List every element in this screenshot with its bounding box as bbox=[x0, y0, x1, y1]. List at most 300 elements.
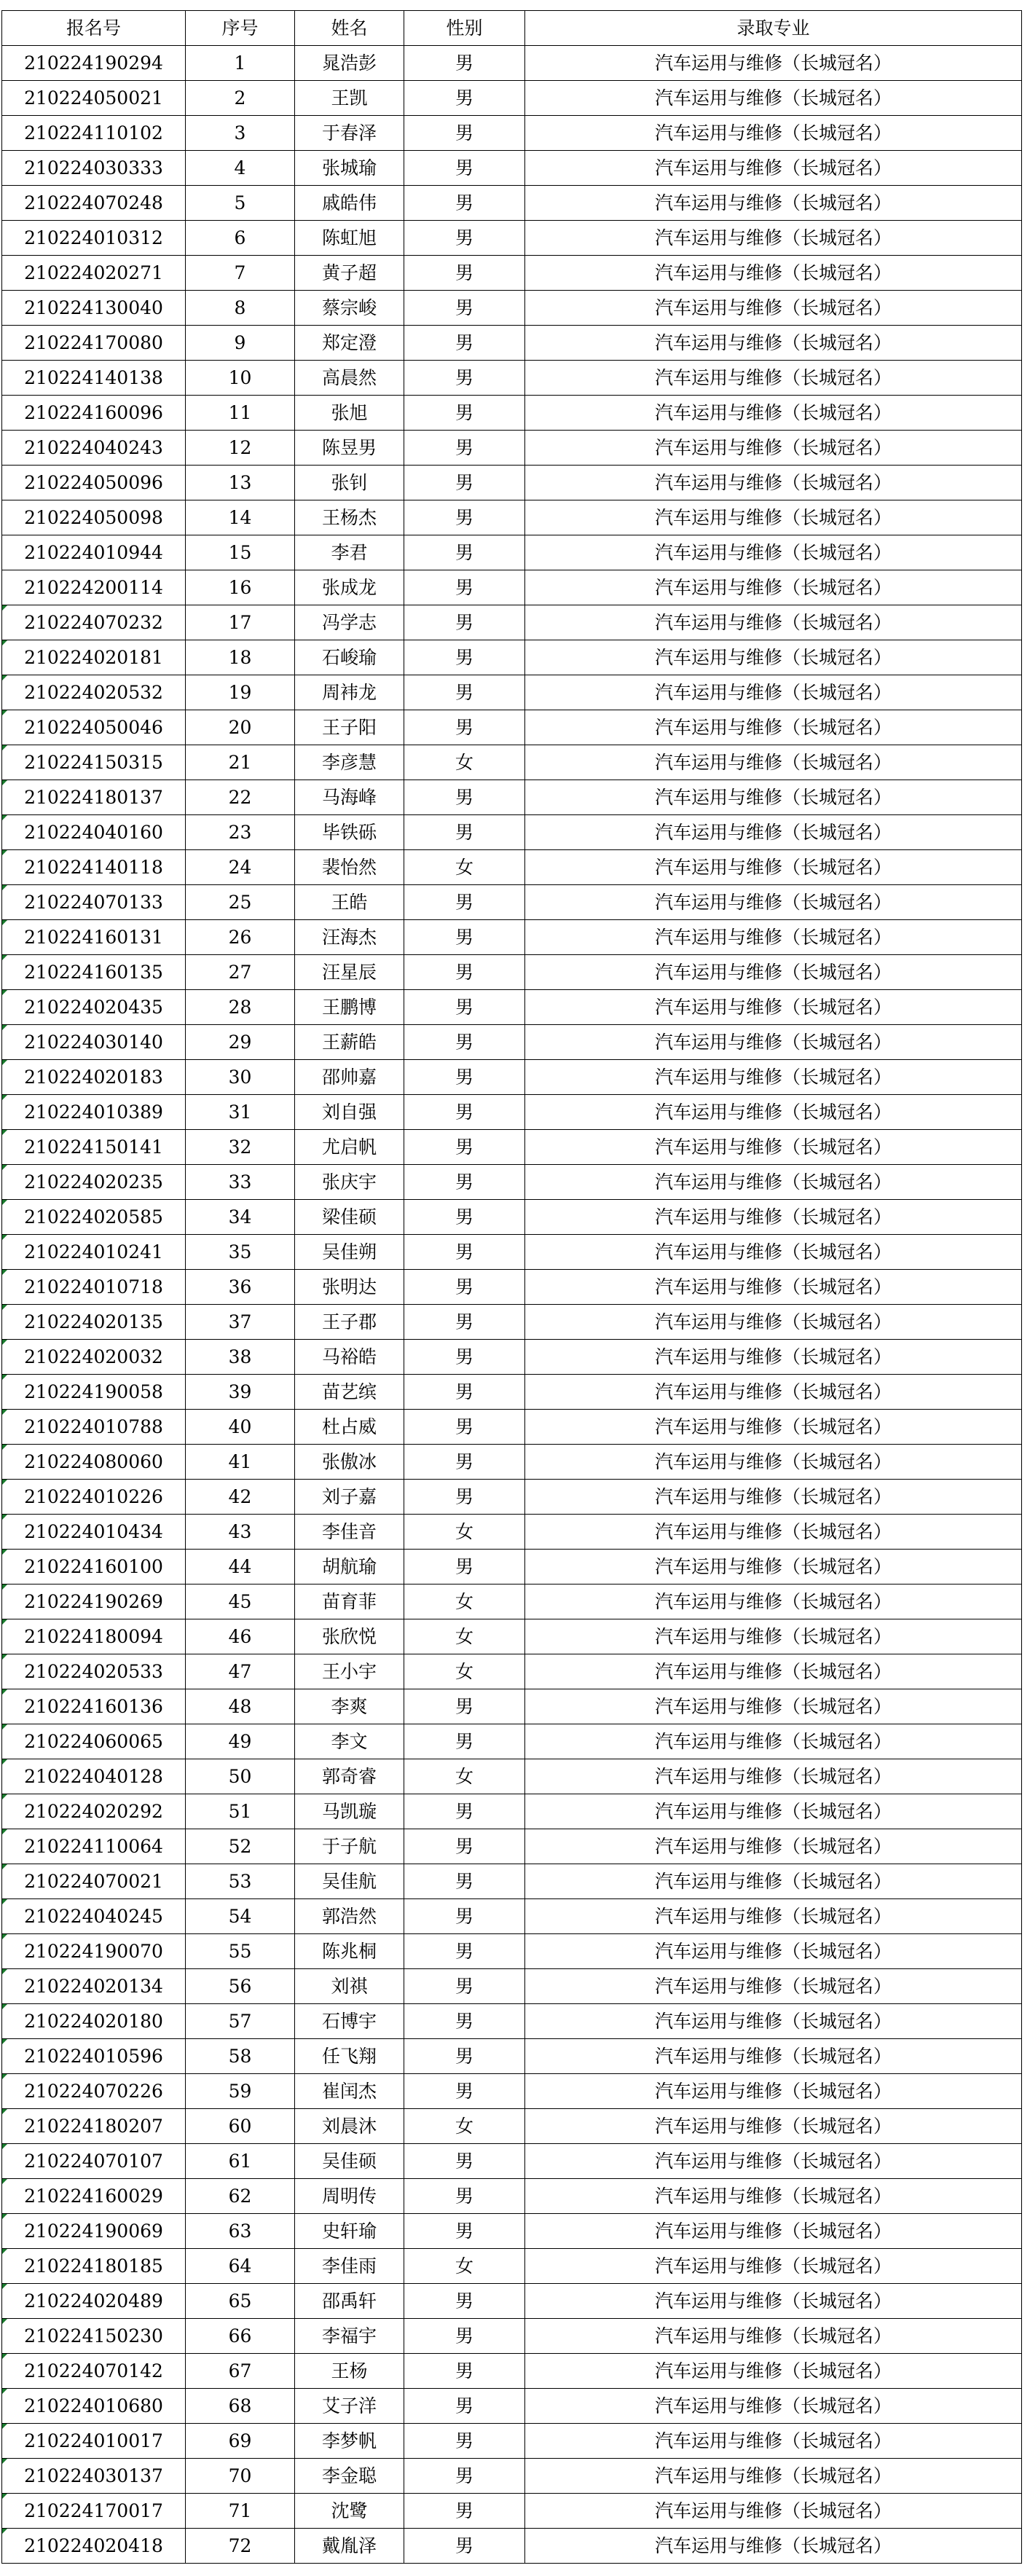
student-name-cell: 冯学志 bbox=[295, 605, 404, 640]
registration-number-cell: 210224030333 bbox=[2, 151, 186, 186]
table-row bbox=[2, 1759, 1022, 1794]
registration-number-cell: 210224070226 bbox=[2, 2074, 186, 2109]
admitted-major-cell: 汽车运用与维修（长城冠名） bbox=[525, 1165, 1022, 1200]
registration-number-cell: 210224050021 bbox=[2, 81, 186, 116]
table-row bbox=[2, 1200, 1022, 1235]
gender-cell: 女 bbox=[404, 1654, 525, 1689]
admitted-major-cell: 汽车运用与维修（长城冠名） bbox=[525, 2039, 1022, 2074]
serial-number-cell: 36 bbox=[186, 1270, 295, 1305]
admitted-major-cell: 汽车运用与维修（长城冠名） bbox=[525, 81, 1022, 116]
registration-number-cell: 210224150230 bbox=[2, 2319, 186, 2354]
admitted-major-cell: 汽车运用与维修（长城冠名） bbox=[525, 1270, 1022, 1305]
admitted-major-cell: 汽车运用与维修（长城冠名） bbox=[525, 1724, 1022, 1759]
registration-number-cell: 210224140138 bbox=[2, 361, 186, 396]
student-name-cell: 王杨杰 bbox=[295, 500, 404, 535]
registration-number-cell: 210224020181 bbox=[2, 640, 186, 675]
table-row bbox=[2, 1270, 1022, 1305]
table-row bbox=[2, 2179, 1022, 2214]
registration-number-cell: 210224020183 bbox=[2, 1060, 186, 1095]
serial-number-cell: 48 bbox=[186, 1689, 295, 1724]
table-row bbox=[2, 396, 1022, 431]
registration-number-cell: 210224130040 bbox=[2, 291, 186, 326]
table-row bbox=[2, 116, 1022, 151]
student-name-cell: 蔡宗峻 bbox=[295, 291, 404, 326]
student-name-cell: 王皓 bbox=[295, 885, 404, 920]
student-name-cell: 艾子洋 bbox=[295, 2389, 404, 2424]
student-name-cell: 张城瑜 bbox=[295, 151, 404, 186]
registration-number-cell: 210224070107 bbox=[2, 2144, 186, 2179]
registration-number-cell: 210224020292 bbox=[2, 1794, 186, 1829]
student-name-cell: 沈鹭 bbox=[295, 2494, 404, 2529]
admitted-major-cell: 汽车运用与维修（长城冠名） bbox=[525, 1585, 1022, 1619]
serial-number-cell: 35 bbox=[186, 1235, 295, 1270]
table-row bbox=[2, 1095, 1022, 1130]
gender-cell: 男 bbox=[404, 2214, 525, 2249]
student-name-cell: 周袆龙 bbox=[295, 675, 404, 710]
gender-cell: 女 bbox=[404, 1619, 525, 1654]
student-name-cell: 马海峰 bbox=[295, 780, 404, 815]
admitted-major-cell: 汽车运用与维修（长城冠名） bbox=[525, 1095, 1022, 1130]
serial-number-cell: 6 bbox=[186, 221, 295, 256]
registration-number-cell: 210224140118 bbox=[2, 850, 186, 885]
table-row bbox=[2, 500, 1022, 535]
serial-number-cell: 18 bbox=[186, 640, 295, 675]
table-row bbox=[2, 1060, 1022, 1095]
gender-cell: 男 bbox=[404, 885, 525, 920]
table-row bbox=[2, 1340, 1022, 1375]
admitted-major-cell: 汽车运用与维修（长城冠名） bbox=[525, 1759, 1022, 1794]
table-row bbox=[2, 46, 1022, 81]
student-name-cell: 史轩瑜 bbox=[295, 2214, 404, 2249]
serial-number-cell: 7 bbox=[186, 256, 295, 291]
registration-number-cell: 210224080060 bbox=[2, 1445, 186, 1480]
table-row bbox=[2, 326, 1022, 361]
table-row bbox=[2, 850, 1022, 885]
registration-number-cell: 210224110102 bbox=[2, 116, 186, 151]
table-row bbox=[2, 920, 1022, 955]
table-row bbox=[2, 1864, 1022, 1899]
registration-number-cell: 210224160136 bbox=[2, 1689, 186, 1724]
admitted-major-cell: 汽车运用与维修（长城冠名） bbox=[525, 1235, 1022, 1270]
admitted-major-cell: 汽车运用与维修（长城冠名） bbox=[525, 2494, 1022, 2529]
serial-number-cell: 29 bbox=[186, 1025, 295, 1060]
serial-number-cell: 49 bbox=[186, 1724, 295, 1759]
registration-number-cell: 210224150141 bbox=[2, 1130, 186, 1165]
student-name-cell: 杜占威 bbox=[295, 1410, 404, 1445]
admitted-major-cell: 汽车运用与维修（长城冠名） bbox=[525, 256, 1022, 291]
admitted-major-cell: 汽车运用与维修（长城冠名） bbox=[525, 2319, 1022, 2354]
student-name-cell: 郭浩然 bbox=[295, 1899, 404, 1934]
serial-number-cell: 1 bbox=[186, 46, 295, 81]
serial-number-cell: 4 bbox=[186, 151, 295, 186]
registration-number-cell: 210224010596 bbox=[2, 2039, 186, 2074]
serial-number-cell: 57 bbox=[186, 2004, 295, 2039]
gender-cell: 女 bbox=[404, 1585, 525, 1619]
admitted-major-cell: 汽车运用与维修（长城冠名） bbox=[525, 151, 1022, 186]
registration-number-cell: 210224020435 bbox=[2, 990, 186, 1025]
gender-cell: 男 bbox=[404, 1095, 525, 1130]
admitted-major-cell: 汽车运用与维修（长城冠名） bbox=[525, 291, 1022, 326]
gender-cell: 男 bbox=[404, 1794, 525, 1829]
serial-number-cell: 9 bbox=[186, 326, 295, 361]
admitted-major-cell: 汽车运用与维修（长城冠名） bbox=[525, 1794, 1022, 1829]
serial-number-cell: 54 bbox=[186, 1899, 295, 1934]
serial-number-cell: 10 bbox=[186, 361, 295, 396]
admitted-major-cell: 汽车运用与维修（长城冠名） bbox=[525, 535, 1022, 570]
serial-number-cell: 25 bbox=[186, 885, 295, 920]
table-row bbox=[2, 710, 1022, 745]
serial-number-cell: 24 bbox=[186, 850, 295, 885]
gender-cell: 男 bbox=[404, 81, 525, 116]
admitted-major-cell: 汽车运用与维修（长城冠名） bbox=[525, 1654, 1022, 1689]
student-name-cell: 周明传 bbox=[295, 2179, 404, 2214]
gender-cell: 女 bbox=[404, 1759, 525, 1794]
student-name-cell: 李佳音 bbox=[295, 1515, 404, 1550]
serial-number-cell: 22 bbox=[186, 780, 295, 815]
student-name-cell: 王鹏博 bbox=[295, 990, 404, 1025]
admitted-major-cell: 汽车运用与维修（长城冠名） bbox=[525, 1445, 1022, 1480]
serial-number-cell: 37 bbox=[186, 1305, 295, 1340]
admitted-major-cell: 汽车运用与维修（长城冠名） bbox=[525, 2074, 1022, 2109]
gender-cell: 男 bbox=[404, 1305, 525, 1340]
admitted-major-cell: 汽车运用与维修（长城冠名） bbox=[525, 1969, 1022, 2004]
table-row bbox=[2, 2319, 1022, 2354]
table-row bbox=[2, 1235, 1022, 1270]
gender-cell: 男 bbox=[404, 2354, 525, 2389]
registration-number-cell: 210224070133 bbox=[2, 885, 186, 920]
column-header-gender: 性别 bbox=[404, 11, 525, 46]
table-row bbox=[2, 1654, 1022, 1689]
student-name-cell: 崔闰杰 bbox=[295, 2074, 404, 2109]
registration-number-cell: 210224020135 bbox=[2, 1305, 186, 1340]
student-name-cell: 李佳雨 bbox=[295, 2249, 404, 2284]
registration-number-cell: 210224050046 bbox=[2, 710, 186, 745]
registration-number-cell: 210224040245 bbox=[2, 1899, 186, 1934]
gender-cell: 男 bbox=[404, 920, 525, 955]
table-row bbox=[2, 2424, 1022, 2459]
student-name-cell: 戚皓伟 bbox=[295, 186, 404, 221]
serial-number-cell: 34 bbox=[186, 1200, 295, 1235]
admitted-major-cell: 汽车运用与维修（长城冠名） bbox=[525, 1864, 1022, 1899]
table-row bbox=[2, 2354, 1022, 2389]
gender-cell: 女 bbox=[404, 745, 525, 780]
student-name-cell: 李彦慧 bbox=[295, 745, 404, 780]
registration-number-cell: 210224190058 bbox=[2, 1375, 186, 1410]
registration-number-cell: 210224160131 bbox=[2, 920, 186, 955]
student-name-cell: 邵帅嘉 bbox=[295, 1060, 404, 1095]
table-row bbox=[2, 186, 1022, 221]
registration-number-cell: 210224180094 bbox=[2, 1619, 186, 1654]
table-row bbox=[2, 745, 1022, 780]
registration-number-cell: 210224040243 bbox=[2, 431, 186, 466]
gender-cell: 男 bbox=[404, 1410, 525, 1445]
student-name-cell: 张成龙 bbox=[295, 570, 404, 605]
gender-cell: 男 bbox=[404, 2179, 525, 2214]
gender-cell: 男 bbox=[404, 1480, 525, 1515]
table-row bbox=[2, 675, 1022, 710]
student-name-cell: 王小宇 bbox=[295, 1654, 404, 1689]
registration-number-cell: 210224030140 bbox=[2, 1025, 186, 1060]
admitted-major-cell: 汽车运用与维修（长城冠名） bbox=[525, 1934, 1022, 1969]
admitted-major-cell: 汽车运用与维修（长城冠名） bbox=[525, 1515, 1022, 1550]
registration-number-cell: 210224180137 bbox=[2, 780, 186, 815]
serial-number-cell: 15 bbox=[186, 535, 295, 570]
table-row bbox=[2, 605, 1022, 640]
student-name-cell: 陈兆桐 bbox=[295, 1934, 404, 1969]
gender-cell: 女 bbox=[404, 1515, 525, 1550]
gender-cell: 男 bbox=[404, 1200, 525, 1235]
serial-number-cell: 20 bbox=[186, 710, 295, 745]
admitted-major-cell: 汽车运用与维修（长城冠名） bbox=[525, 1829, 1022, 1864]
table-row bbox=[2, 2214, 1022, 2249]
admitted-major-cell: 汽车运用与维修（长城冠名） bbox=[525, 1025, 1022, 1060]
serial-number-cell: 39 bbox=[186, 1375, 295, 1410]
admitted-major-cell: 汽车运用与维修（长城冠名） bbox=[525, 1200, 1022, 1235]
gender-cell: 男 bbox=[404, 640, 525, 675]
student-name-cell: 邵禹轩 bbox=[295, 2284, 404, 2319]
serial-number-cell: 52 bbox=[186, 1829, 295, 1864]
student-name-cell: 陈虹旭 bbox=[295, 221, 404, 256]
gender-cell: 男 bbox=[404, 256, 525, 291]
serial-number-cell: 46 bbox=[186, 1619, 295, 1654]
serial-number-cell: 40 bbox=[186, 1410, 295, 1445]
student-name-cell: 汪星辰 bbox=[295, 955, 404, 990]
serial-number-cell: 12 bbox=[186, 431, 295, 466]
table-row bbox=[2, 2529, 1022, 2564]
registration-number-cell: 210224070248 bbox=[2, 186, 186, 221]
admitted-major-cell: 汽车运用与维修（长城冠名） bbox=[525, 675, 1022, 710]
serial-number-cell: 19 bbox=[186, 675, 295, 710]
gender-cell: 男 bbox=[404, 1165, 525, 1200]
gender-cell: 男 bbox=[404, 1969, 525, 2004]
registration-number-cell: 210224010718 bbox=[2, 1270, 186, 1305]
student-name-cell: 黄子超 bbox=[295, 256, 404, 291]
serial-number-cell: 5 bbox=[186, 186, 295, 221]
serial-number-cell: 17 bbox=[186, 605, 295, 640]
student-name-cell: 吴佳硕 bbox=[295, 2144, 404, 2179]
admitted-major-cell: 汽车运用与维修（长城冠名） bbox=[525, 1689, 1022, 1724]
student-name-cell: 高晨然 bbox=[295, 361, 404, 396]
gender-cell: 男 bbox=[404, 710, 525, 745]
registration-number-cell: 210224160100 bbox=[2, 1550, 186, 1585]
gender-cell: 男 bbox=[404, 605, 525, 640]
admitted-major-cell: 汽车运用与维修（长城冠名） bbox=[525, 955, 1022, 990]
registration-number-cell: 210224020585 bbox=[2, 1200, 186, 1235]
gender-cell: 男 bbox=[404, 2284, 525, 2319]
admitted-major-cell: 汽车运用与维修（长城冠名） bbox=[525, 1899, 1022, 1934]
table-row bbox=[2, 1445, 1022, 1480]
serial-number-cell: 64 bbox=[186, 2249, 295, 2284]
gender-cell: 女 bbox=[404, 2249, 525, 2284]
serial-number-cell: 71 bbox=[186, 2494, 295, 2529]
gender-cell: 男 bbox=[404, 1060, 525, 1095]
gender-cell: 男 bbox=[404, 2424, 525, 2459]
serial-number-cell: 68 bbox=[186, 2389, 295, 2424]
registration-number-cell: 210224190070 bbox=[2, 1934, 186, 1969]
student-name-cell: 戴胤泽 bbox=[295, 2529, 404, 2564]
table-row bbox=[2, 1829, 1022, 1864]
serial-number-cell: 55 bbox=[186, 1934, 295, 1969]
student-name-cell: 刘晨沐 bbox=[295, 2109, 404, 2144]
table-row bbox=[2, 640, 1022, 675]
roster-body bbox=[2, 46, 1022, 2564]
student-name-cell: 刘自强 bbox=[295, 1095, 404, 1130]
serial-number-cell: 23 bbox=[186, 815, 295, 850]
gender-cell: 男 bbox=[404, 2459, 525, 2494]
student-name-cell: 胡航瑜 bbox=[295, 1550, 404, 1585]
gender-cell: 女 bbox=[404, 850, 525, 885]
serial-number-cell: 69 bbox=[186, 2424, 295, 2459]
serial-number-cell: 32 bbox=[186, 1130, 295, 1165]
admitted-major-cell: 汽车运用与维修（长城冠名） bbox=[525, 850, 1022, 885]
student-name-cell: 张钊 bbox=[295, 466, 404, 500]
table-row bbox=[2, 955, 1022, 990]
gender-cell: 男 bbox=[404, 780, 525, 815]
table-row bbox=[2, 1689, 1022, 1724]
student-name-cell: 张傲冰 bbox=[295, 1445, 404, 1480]
student-name-cell: 刘祺 bbox=[295, 1969, 404, 2004]
student-name-cell: 郑定澄 bbox=[295, 326, 404, 361]
admitted-major-cell: 汽车运用与维修（长城冠名） bbox=[525, 920, 1022, 955]
table-row bbox=[2, 2249, 1022, 2284]
serial-number-cell: 11 bbox=[186, 396, 295, 431]
gender-cell: 男 bbox=[404, 2494, 525, 2529]
admitted-major-cell: 汽车运用与维修（长城冠名） bbox=[525, 2214, 1022, 2249]
registration-number-cell: 210224060065 bbox=[2, 1724, 186, 1759]
table-row bbox=[2, 1585, 1022, 1619]
student-name-cell: 李文 bbox=[295, 1724, 404, 1759]
registration-number-cell: 210224180207 bbox=[2, 2109, 186, 2144]
serial-number-cell: 3 bbox=[186, 116, 295, 151]
gender-cell: 男 bbox=[404, 1689, 525, 1724]
registration-number-cell: 210224180185 bbox=[2, 2249, 186, 2284]
student-name-cell: 梁佳硕 bbox=[295, 1200, 404, 1235]
serial-number-cell: 16 bbox=[186, 570, 295, 605]
serial-number-cell: 59 bbox=[186, 2074, 295, 2109]
serial-number-cell: 44 bbox=[186, 1550, 295, 1585]
admitted-major-cell: 汽车运用与维修（长城冠名） bbox=[525, 2249, 1022, 2284]
serial-number-cell: 51 bbox=[186, 1794, 295, 1829]
registration-number-cell: 210224160096 bbox=[2, 396, 186, 431]
student-name-cell: 毕铁砾 bbox=[295, 815, 404, 850]
registration-number-cell: 210224190294 bbox=[2, 46, 186, 81]
serial-number-cell: 8 bbox=[186, 291, 295, 326]
table-row bbox=[2, 2109, 1022, 2144]
registration-number-cell: 210224010241 bbox=[2, 1235, 186, 1270]
registration-number-cell: 210224070142 bbox=[2, 2354, 186, 2389]
gender-cell: 男 bbox=[404, 466, 525, 500]
serial-number-cell: 43 bbox=[186, 1515, 295, 1550]
table-row bbox=[2, 361, 1022, 396]
admitted-major-cell: 汽车运用与维修（长城冠名） bbox=[525, 431, 1022, 466]
admitted-major-cell: 汽车运用与维修（长城冠名） bbox=[525, 326, 1022, 361]
admitted-major-cell: 汽车运用与维修（长城冠名） bbox=[525, 570, 1022, 605]
student-name-cell: 李爽 bbox=[295, 1689, 404, 1724]
registration-number-cell: 210224070232 bbox=[2, 605, 186, 640]
table-row bbox=[2, 1794, 1022, 1829]
gender-cell: 男 bbox=[404, 186, 525, 221]
table-row bbox=[2, 1410, 1022, 1445]
serial-number-cell: 72 bbox=[186, 2529, 295, 2564]
table-row bbox=[2, 2004, 1022, 2039]
table-row bbox=[2, 1550, 1022, 1585]
student-name-cell: 吴佳朔 bbox=[295, 1235, 404, 1270]
table-row bbox=[2, 885, 1022, 920]
student-name-cell: 石峻瑜 bbox=[295, 640, 404, 675]
table-row bbox=[2, 1934, 1022, 1969]
table-row bbox=[2, 431, 1022, 466]
admitted-major-cell: 汽车运用与维修（长城冠名） bbox=[525, 2424, 1022, 2459]
table-row bbox=[2, 1305, 1022, 1340]
serial-number-cell: 42 bbox=[186, 1480, 295, 1515]
registration-number-cell: 210224030137 bbox=[2, 2459, 186, 2494]
student-name-cell: 马裕皓 bbox=[295, 1340, 404, 1375]
serial-number-cell: 45 bbox=[186, 1585, 295, 1619]
serial-number-cell: 67 bbox=[186, 2354, 295, 2389]
table-row bbox=[2, 1724, 1022, 1759]
registration-number-cell: 210224020134 bbox=[2, 1969, 186, 2004]
table-row bbox=[2, 2389, 1022, 2424]
registration-number-cell: 210224010312 bbox=[2, 221, 186, 256]
registration-number-cell: 210224010788 bbox=[2, 1410, 186, 1445]
registration-number-cell: 210224020533 bbox=[2, 1654, 186, 1689]
table-row bbox=[2, 1899, 1022, 1934]
serial-number-cell: 31 bbox=[186, 1095, 295, 1130]
serial-number-cell: 56 bbox=[186, 1969, 295, 2004]
student-name-cell: 苗艺缤 bbox=[295, 1375, 404, 1410]
gender-cell: 男 bbox=[404, 116, 525, 151]
serial-number-cell: 60 bbox=[186, 2109, 295, 2144]
gender-cell: 男 bbox=[404, 221, 525, 256]
table-row bbox=[2, 2039, 1022, 2074]
gender-cell: 男 bbox=[404, 990, 525, 1025]
student-name-cell: 马凯璇 bbox=[295, 1794, 404, 1829]
student-name-cell: 王凯 bbox=[295, 81, 404, 116]
table-row bbox=[2, 1480, 1022, 1515]
gender-cell: 男 bbox=[404, 291, 525, 326]
gender-cell: 男 bbox=[404, 1130, 525, 1165]
admitted-major-cell: 汽车运用与维修（长城冠名） bbox=[525, 396, 1022, 431]
gender-cell: 男 bbox=[404, 535, 525, 570]
serial-number-cell: 41 bbox=[186, 1445, 295, 1480]
gender-cell: 男 bbox=[404, 2144, 525, 2179]
gender-cell: 男 bbox=[404, 326, 525, 361]
student-name-cell: 尤启帆 bbox=[295, 1130, 404, 1165]
serial-number-cell: 2 bbox=[186, 81, 295, 116]
student-name-cell: 李梦帆 bbox=[295, 2424, 404, 2459]
table-row bbox=[2, 256, 1022, 291]
serial-number-cell: 66 bbox=[186, 2319, 295, 2354]
admitted-major-cell: 汽车运用与维修（长城冠名） bbox=[525, 1130, 1022, 1165]
table-row bbox=[2, 1515, 1022, 1550]
admitted-major-cell: 汽车运用与维修（长城冠名） bbox=[525, 2459, 1022, 2494]
column-header-admitted-major: 录取专业 bbox=[525, 11, 1022, 46]
student-name-cell: 王子郡 bbox=[295, 1305, 404, 1340]
column-header-name: 姓名 bbox=[295, 11, 404, 46]
registration-number-cell: 210224020235 bbox=[2, 1165, 186, 1200]
gender-cell: 男 bbox=[404, 1864, 525, 1899]
table-row bbox=[2, 990, 1022, 1025]
admitted-major-cell: 汽车运用与维修（长城冠名） bbox=[525, 2354, 1022, 2389]
gender-cell: 男 bbox=[404, 2319, 525, 2354]
gender-cell: 男 bbox=[404, 151, 525, 186]
registration-number-cell: 210224010017 bbox=[2, 2424, 186, 2459]
gender-cell: 男 bbox=[404, 1550, 525, 1585]
admitted-major-cell: 汽车运用与维修（长城冠名） bbox=[525, 990, 1022, 1025]
admission-roster-sheet bbox=[1, 10, 1022, 2564]
student-name-cell: 王薪皓 bbox=[295, 1025, 404, 1060]
table-row bbox=[2, 1025, 1022, 1060]
